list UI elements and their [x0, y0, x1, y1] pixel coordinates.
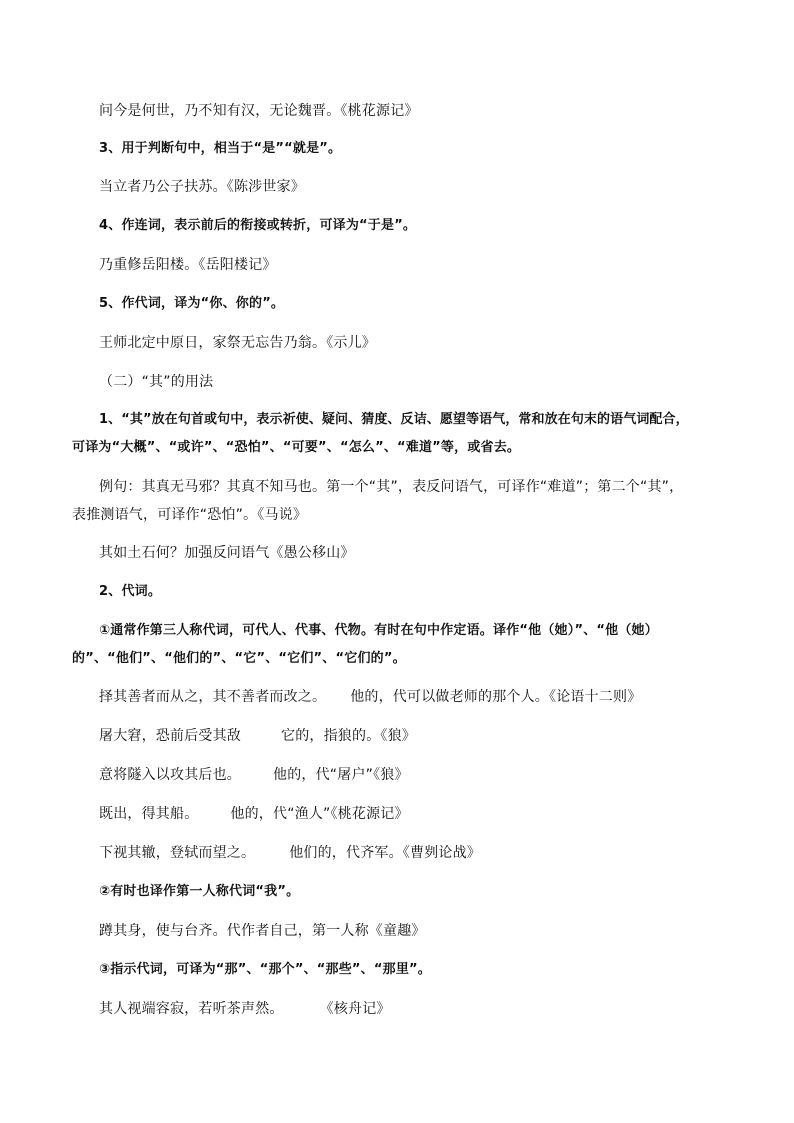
example-line: [99, 726, 416, 746]
example-note: 他的，代可以做老师的那个人。《论语十二则》: [350, 689, 642, 705]
example-sentence: 意将隧入以攻其后也。: [99, 767, 241, 783]
section-heading: ③指示代词，可译为“那”、“那个”、“那些”、“那里”。: [99, 962, 431, 977]
text-line: 王师北定中原日，家祭无忘告乃翁。《示儿》: [99, 335, 376, 351]
section-heading: 1、“其”放在句首或句中，表示祈使、疑问、猜度、反诘、愿望等语气，常和放在句末的语气词配合，: [99, 412, 689, 427]
example-line: [99, 687, 641, 707]
example-note: 他的，代“渔人”《桃花源记》: [230, 806, 409, 822]
example-line: [99, 765, 409, 785]
example-note: 他的，代“屠户”《狼》: [273, 767, 409, 783]
section-heading: ①通常作第三人称代词，可代人、代事、代物。有时在句中作定语。译作“他（她）”、“他（她）: [99, 623, 658, 638]
section-heading: 5、作代词，译为“你、你的”。: [99, 296, 285, 311]
text-line-cont: 表推测语气，可译作“恐怕”。《马说》: [72, 507, 308, 523]
example-sentence: 择其善者而从之，其不善者而改之。: [99, 689, 327, 705]
text-line: 问今是何世，乃不知有汉，无论魏晋。《桃花源记》: [99, 103, 419, 119]
text-line: 蹲其身，使与台齐。代作者自己，第一人称《童趣》: [99, 923, 426, 939]
section-heading-cont: 的”、“他们”、“他们的”、“它”、“它们”、“它们的”。: [72, 651, 406, 666]
section-heading-cont: 可译为“大概”、“或许”、“恐怕”、“可要”、“怎么”、“难道”等，或省去。: [72, 440, 521, 455]
example-note: 他们的，代齐军。《曹刿论战》: [289, 845, 482, 861]
example-line: [99, 843, 481, 863]
section-heading: ②有时也译作第一人称代词“我”。: [99, 884, 300, 899]
example-sentence: 既出，得其船。: [99, 806, 199, 822]
example-note: 它的，指狼的。《狼》: [281, 728, 416, 744]
example-sentence: 其人视端容寂，若听茶声然。: [99, 1001, 284, 1017]
text-line: 其如土石何？加强反问语气《愚公移山》: [99, 545, 355, 561]
section-heading: 3、用于判断句中，相当于“是”“就是”。: [99, 141, 342, 156]
example-line: [99, 999, 391, 1019]
text-line: 乃重修岳阳楼。《岳阳楼记》: [99, 257, 277, 273]
example-sentence: 下视其辙，登轼而望之。: [99, 845, 256, 861]
example-line: [99, 804, 409, 824]
text-line: 当立者乃公子扶苏。《陈涉世家》: [99, 179, 305, 195]
subsection-heading: （二）“其”的用法: [99, 374, 214, 390]
section-heading: 2、代词。: [99, 584, 162, 599]
section-heading: 4、作连词，表示前后的衔接或转折，可译为“于是”。: [99, 218, 417, 233]
example-sentence: 屠大窘，恐前后受其敌: [99, 728, 241, 744]
text-line: 例句：其真无马邪？其真不知马也。第一个“其”，表反问语气，可译作“难道”；第二个“其”，: [99, 479, 684, 495]
example-note: 《核舟记》: [319, 1001, 391, 1017]
